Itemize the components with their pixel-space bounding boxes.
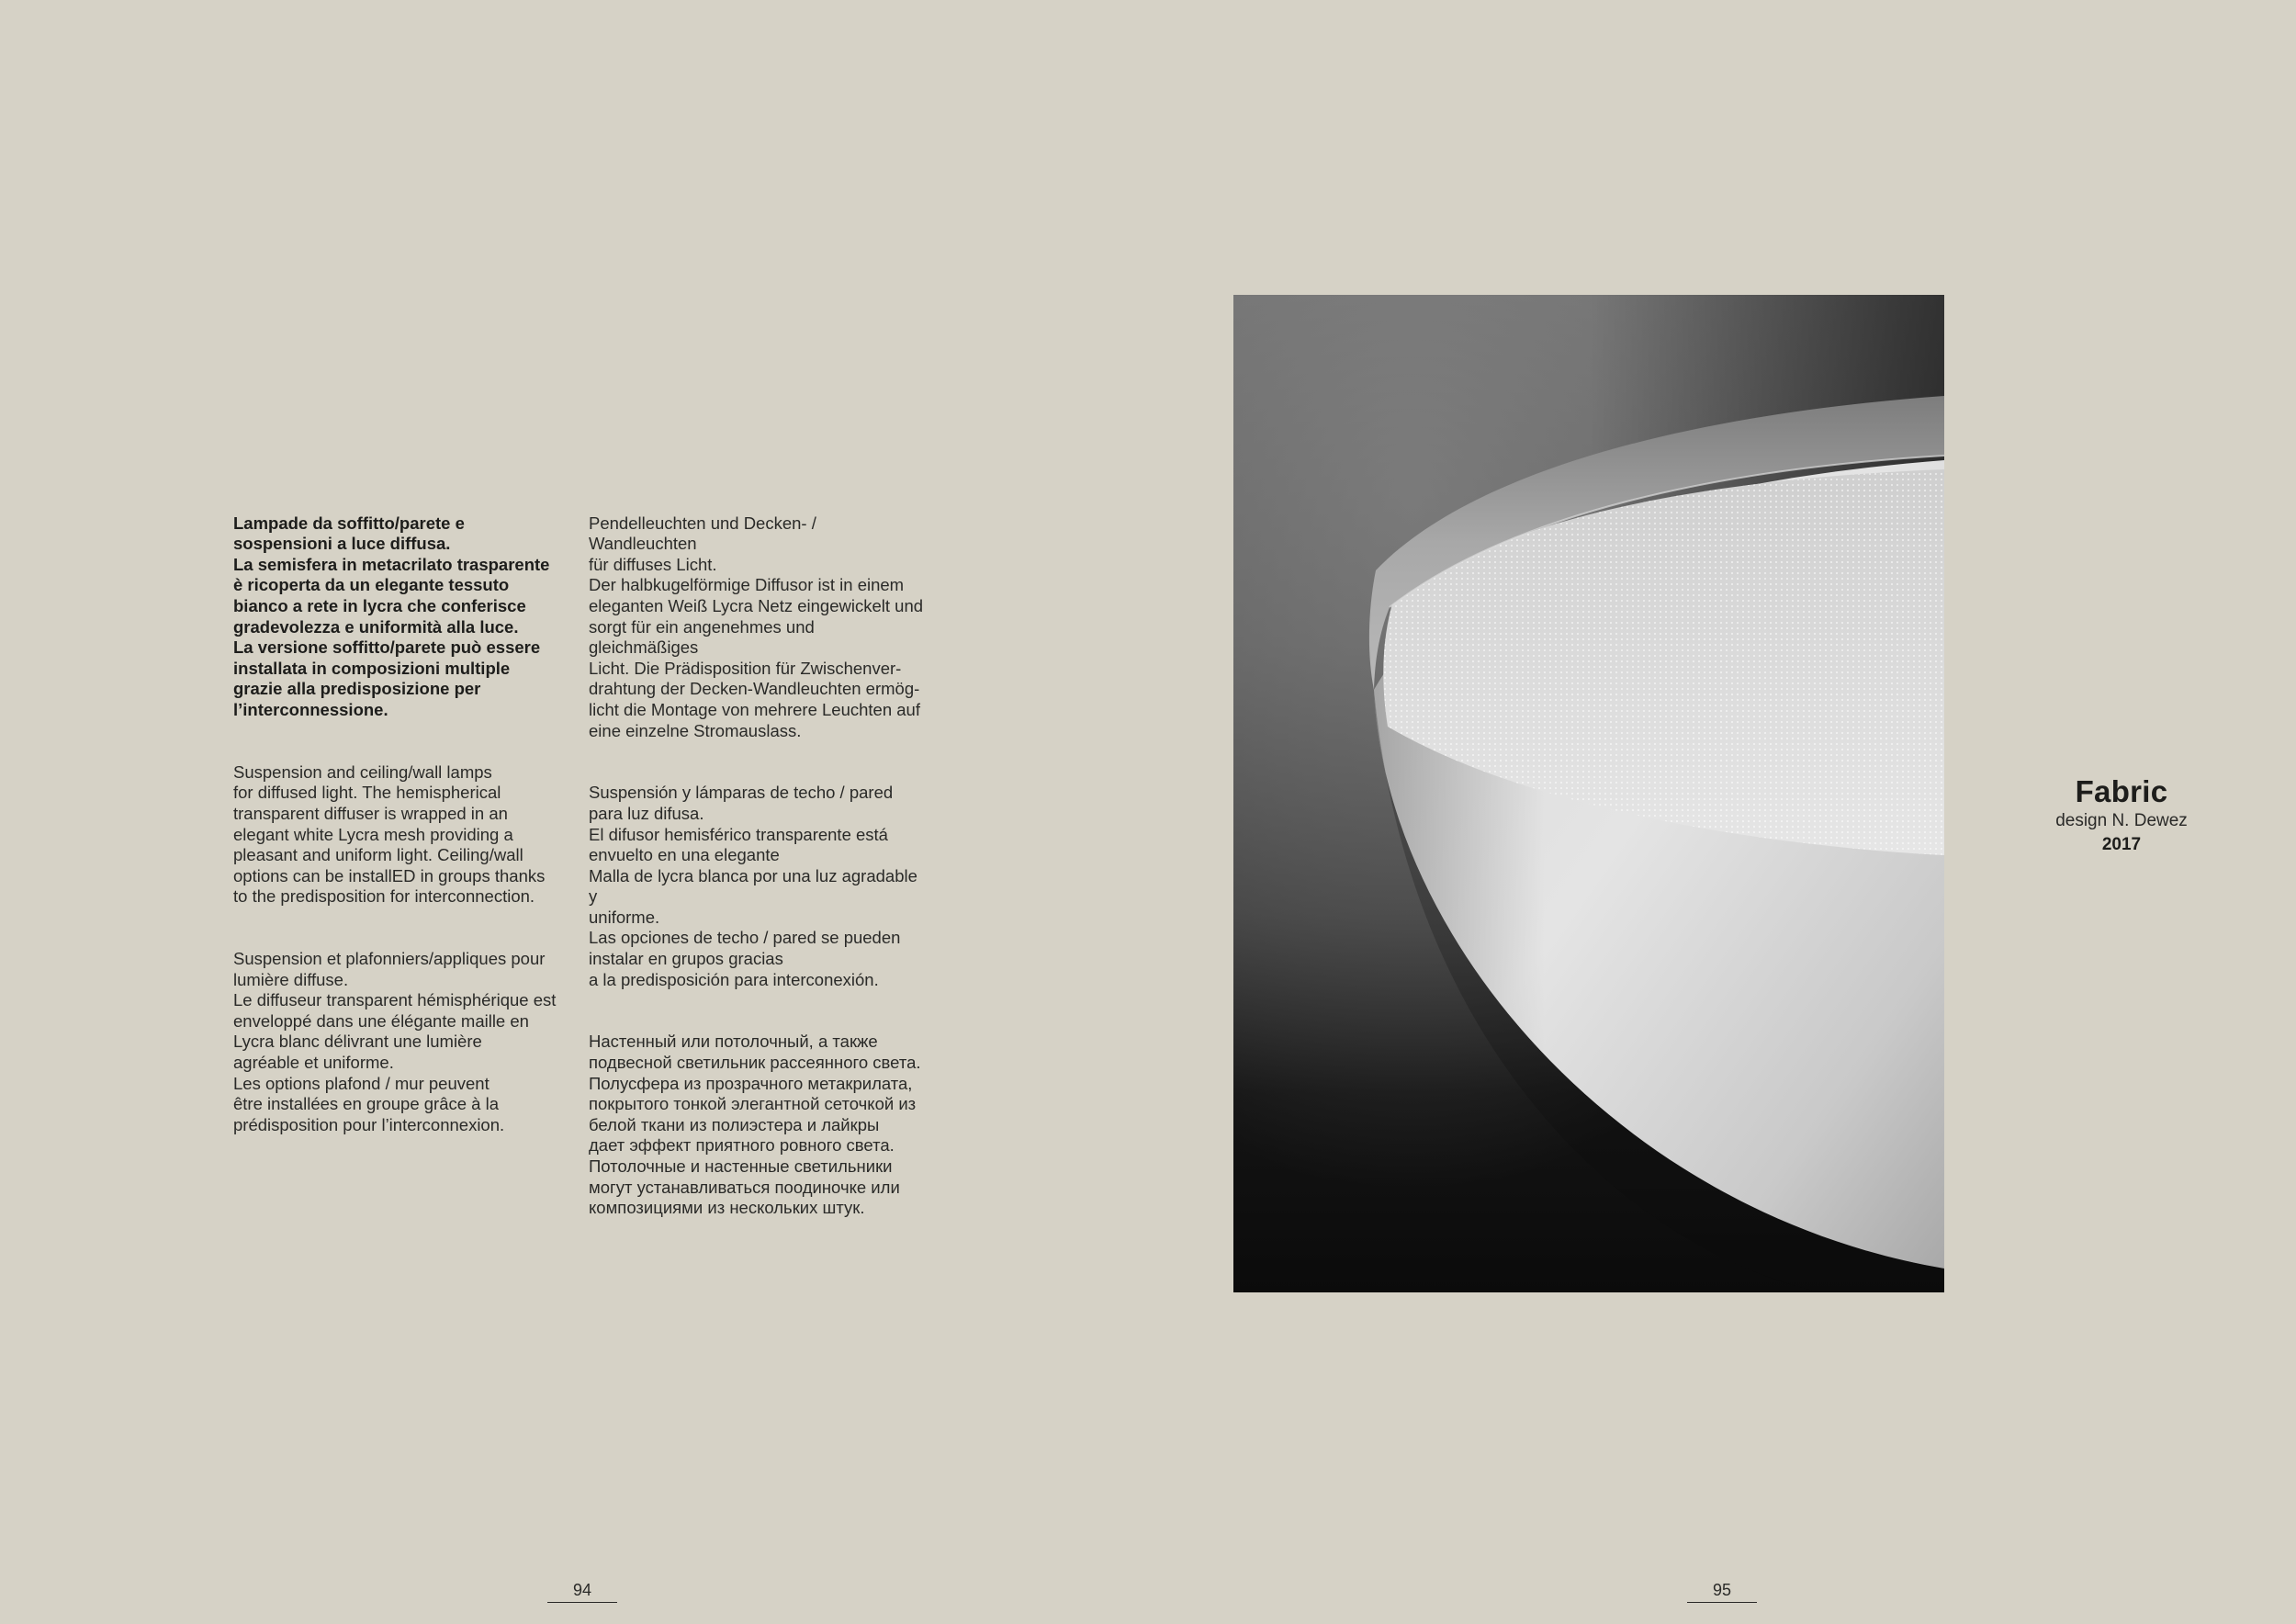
product-name: Fabric	[2075, 774, 2168, 808]
product-designer: design N. Dewez	[2055, 811, 2188, 830]
description-italian: Lampade da soffitto/parete e sospensioni a luce diffusa. La semisfera in metacrilato trasparente è ricoperta da un elegante tessuto bianco a rete in lycra che conferisce gradevolezza e uniformità alla luce. La versione soffitto/parete può essere installata in composizioni multiple grazie alla predisposizione per l’interconnessione.	[233, 513, 550, 719]
description-german: Pendelleuchten und Decken- / Wandleuchten für diffuses Licht. Der halbkugelförmige Diffusor ist in einem eleganten Weiß Lycra Netz eingewickelt und sorgt für ein angenehmes und gleichmäßiges Licht. Die Prädisposition für Zwischenver- drahtung der Decken-Wandleuchten ermög- licht die Montage von mehrere Leuchten auf eine einzelne Stromauslass.	[589, 513, 924, 740]
page-number-left	[547, 1580, 617, 1600]
page-number-right-label: 95	[1712, 1581, 1732, 1599]
page-number-right-rule	[1687, 1602, 1757, 1603]
text-column-right	[589, 492, 929, 1260]
page-number-left-rule	[547, 1602, 617, 1603]
page-number-right	[1687, 1580, 1757, 1600]
description-french: Suspension et plafonniers/appliques pour lumière diffuse. Le diffuseur transparent hémisphérique est enveloppé dans une élégante maille en Lycra blanc délivrant une lumière agréable et uniforme. Les options plafond / mur peuvent être installées en groupe grâce à la prédisposition pour l’interconnexion.	[233, 949, 557, 1134]
product-photo	[1233, 295, 1944, 1292]
description-spanish: Suspensión y lámparas de techo / pared para luz difusa. El difusor hemisférico transparente está envuelto en una elegante Malla de lycra blanca por una luz agradable y uniforme. Las opciones de techo / pared se pueden instalar en grupos gracias a la predisposición para interconexión.	[589, 783, 917, 989]
product-year: 2017	[2101, 835, 2142, 854]
description-russian: Настенный или потолочный, а также подвесной светильник рассеянного света. Полусфера из прозрачного метакрилата, покрытого тонкой элегантной сеточкой из белой ткани из полиэстера и лайкры дает эффект приятного ровного света. Потолочные и настенные светильники могут устанавливаться поодиночке или композициями из нескольких штук.	[589, 1032, 921, 1218]
product-info	[2020, 774, 2223, 857]
description-english: Suspension and ceiling/wall lamps for diffused light. The hemispherical transparent diffuser is wrapped in an elegant white Lycra mesh providing a pleasant and uniform light. Ceiling/wall options can be installED in groups thanks to the predisposition for interconnection.	[233, 761, 546, 907]
text-column-left	[233, 492, 573, 1178]
page-number-left-label: 94	[572, 1581, 592, 1599]
